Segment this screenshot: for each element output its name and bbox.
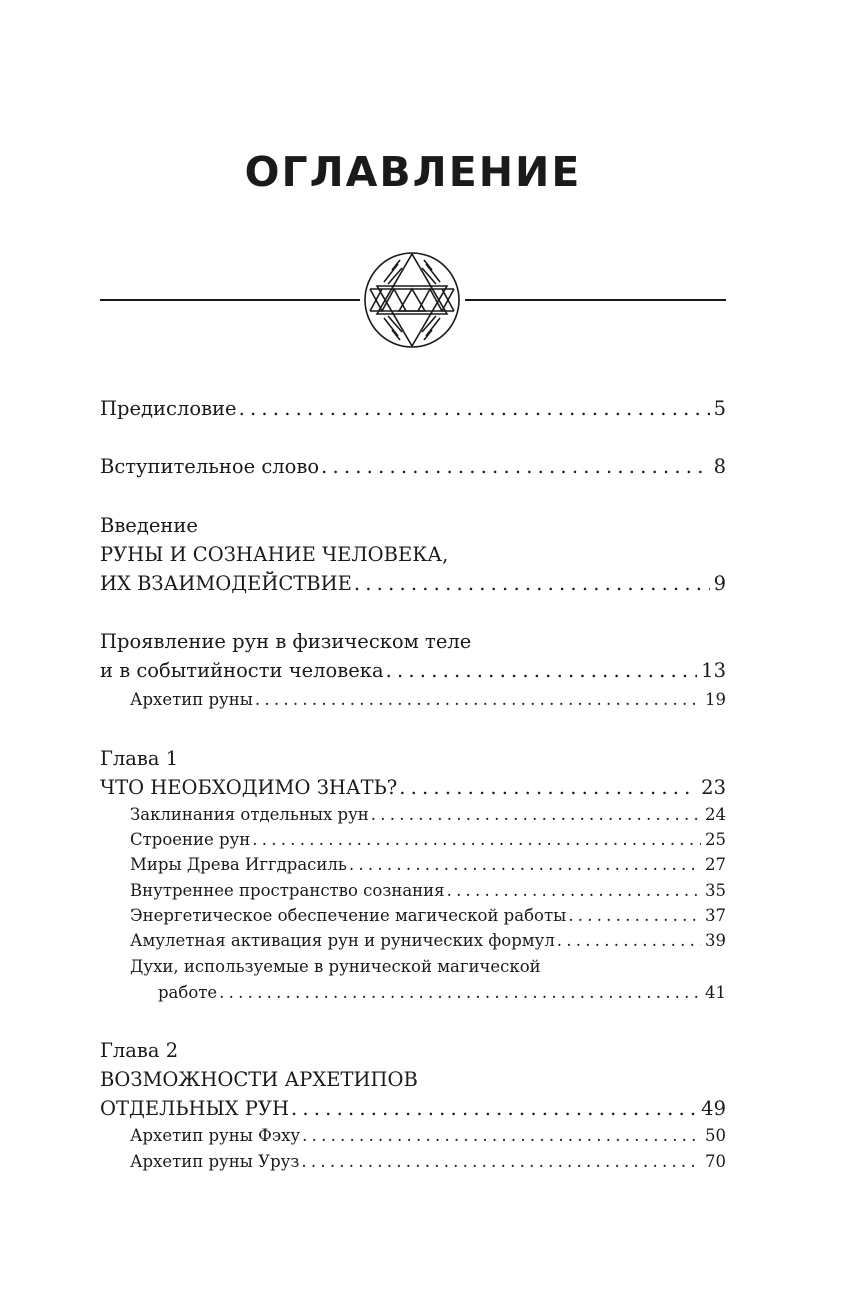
dot-leader: [447, 879, 701, 903]
toc-entry-title: работе: [158, 983, 218, 1002]
toc-page-number: 27: [705, 855, 726, 874]
toc-entry[interactable]: [100, 1097, 726, 1121]
divider-left: [100, 299, 360, 301]
toc-entry[interactable]: [130, 1124, 726, 1148]
toc-entry[interactable]: [130, 955, 726, 979]
rune-star-emblem-icon: [362, 250, 462, 350]
dot-leader: [568, 904, 701, 928]
toc-entry-title: Архетип руны Фэху: [130, 1126, 301, 1145]
toc-entry[interactable]: [130, 828, 726, 852]
toc-entry[interactable]: [130, 803, 726, 827]
toc-entry-title: Заклинания отдельных рун: [130, 805, 369, 824]
toc-page-number: 70: [705, 1152, 726, 1171]
page-title: ОГЛАВЛЕНИЕ: [244, 148, 582, 196]
dot-leader: [349, 853, 701, 877]
toc-entry-title: ВОЗМОЖНОСТИ АРХЕТИПОВ: [100, 1068, 418, 1091]
dot-leader: [399, 776, 697, 800]
toc-entry[interactable]: [100, 630, 726, 654]
toc-entry[interactable]: [100, 397, 726, 421]
toc-entry-title: ИХ ВЗАИМОДЕЙСТВИЕ: [100, 572, 352, 595]
dot-leader: [301, 1150, 701, 1174]
toc-page-number: 41: [705, 983, 726, 1002]
toc-page-number: 23: [701, 776, 726, 799]
dot-leader: [291, 1097, 697, 1121]
toc-entry-title: и в событийности человека: [100, 659, 384, 682]
dot-leader: [255, 688, 701, 712]
dot-leader: [371, 803, 701, 827]
toc-entry-title: Глава 2: [100, 1039, 179, 1062]
toc-entry-title: Строение рун: [130, 830, 251, 849]
toc-entry-title: ОТДЕЛЬНЫХ РУН: [100, 1097, 289, 1120]
divider-right: [465, 299, 726, 301]
dot-leader: [557, 929, 701, 953]
toc-page-number: 8: [713, 455, 726, 478]
toc-page-number: 25: [705, 830, 726, 849]
toc-entry[interactable]: [130, 929, 726, 953]
toc-entry[interactable]: [100, 1068, 726, 1092]
toc-entry[interactable]: [130, 1150, 726, 1174]
toc-entry[interactable]: [130, 853, 726, 877]
toc-entry[interactable]: [130, 904, 726, 928]
toc-entry[interactable]: [100, 572, 726, 596]
toc-entry[interactable]: [100, 455, 726, 479]
toc-page-number: 9: [713, 572, 726, 595]
toc-entry-title: ЧТО НЕОБХОДИМО ЗНАТЬ?: [100, 776, 398, 799]
toc-entry-title: Внутреннее пространство сознания: [130, 881, 445, 900]
toc-page-number: 49: [701, 1097, 726, 1120]
toc-entry[interactable]: [100, 776, 726, 800]
toc-entry-title: Предисловие: [100, 397, 237, 420]
dot-leader: [219, 981, 701, 1005]
toc-entry-title: Архетип руны: [130, 690, 253, 709]
toc-entry[interactable]: [100, 659, 726, 683]
toc-page-number: 35: [705, 881, 726, 900]
toc-entry[interactable]: [130, 879, 726, 903]
toc-entry[interactable]: [100, 747, 726, 771]
toc-entry-title: Амулетная активация рун и рунических формул: [130, 931, 555, 950]
toc-entry-title: Проявление рун в физическом теле: [100, 630, 472, 653]
toc-page-number: 13: [701, 659, 726, 682]
dot-leader: [302, 1124, 701, 1148]
toc-page-number: 19: [705, 690, 726, 709]
toc-entry-title: Миры Древа Иггдрасиль: [130, 855, 347, 874]
toc-page-number: 24: [705, 805, 726, 824]
toc-page-number: 50: [705, 1126, 726, 1145]
toc-entry-title: Введение: [100, 514, 198, 537]
dot-leader: [354, 572, 710, 596]
toc-entry-title: Архетип руны Уруз: [130, 1152, 300, 1171]
toc-page-number: 37: [705, 906, 726, 925]
toc-entry-title: РУНЫ И СОЗНАНИЕ ЧЕЛОВЕКА,: [100, 543, 449, 566]
toc-page-number: 5: [713, 397, 726, 420]
dot-leader: [239, 397, 710, 421]
toc-entry-title: Духи, используемые в рунической магической: [130, 957, 541, 976]
toc-entry[interactable]: [158, 981, 726, 1005]
toc-entry-title: Глава 1: [100, 747, 179, 770]
toc-entry[interactable]: [130, 688, 726, 712]
toc-page-number: 39: [705, 931, 726, 950]
toc-entry-title: Энергетическое обеспечение магической работы: [130, 906, 567, 925]
toc-entry[interactable]: [100, 543, 726, 567]
toc-entry[interactable]: [100, 1039, 726, 1063]
dot-leader: [252, 828, 701, 852]
toc-entry[interactable]: [100, 514, 726, 538]
dot-leader: [321, 455, 709, 479]
toc-entry-title: Вступительное слово: [100, 455, 320, 478]
dot-leader: [386, 659, 698, 683]
